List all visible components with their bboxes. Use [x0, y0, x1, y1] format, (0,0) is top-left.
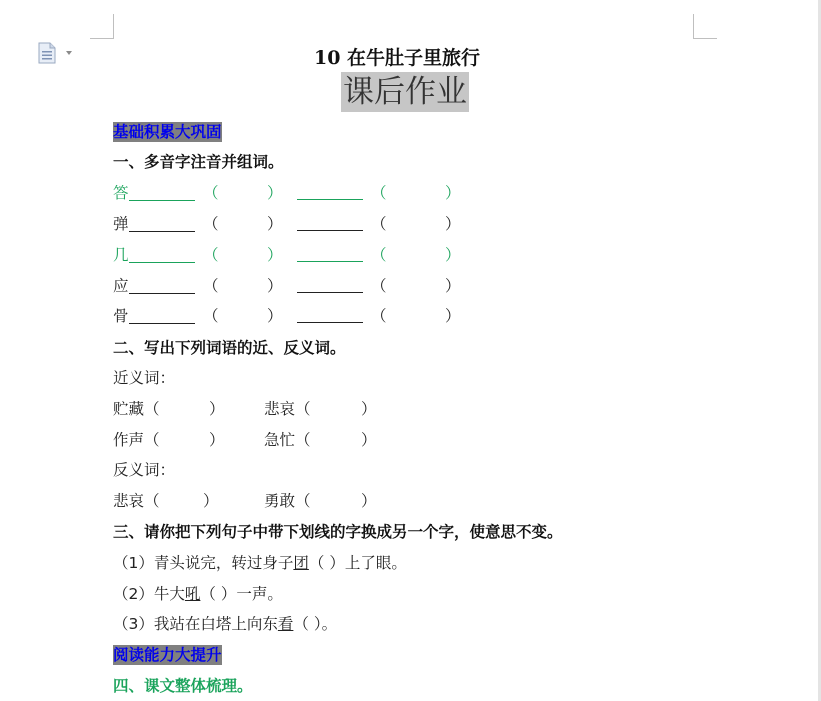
paren-open: （ [371, 277, 387, 295]
margin-corner-left [90, 14, 114, 39]
answer-blank[interactable] [129, 184, 195, 201]
q3-sentence-3 [113, 614, 337, 634]
paren-close: ） [267, 307, 283, 325]
paren-open: （ [371, 184, 387, 202]
q2-title: 二、写出下列词语的近、反义词。 [113, 339, 346, 357]
answer-blank[interactable] [297, 306, 363, 323]
q1-char: 弹 [113, 215, 129, 233]
word-prompt: 作声（ [113, 431, 160, 449]
q1-title: 一、多音字注音并组词。 [113, 153, 284, 171]
section-reading-label: 阅读能力大提升 [113, 646, 222, 664]
underlined-char: 吼 [184, 585, 201, 603]
paren-close: ） [445, 215, 461, 233]
synonym-row-1 [113, 399, 377, 419]
q1-char: 答 [113, 184, 129, 202]
paren-close: ） [445, 184, 461, 202]
q3-sentence-1 [113, 553, 407, 573]
q4-title: 四、课文整体梳理。 [113, 677, 253, 695]
paren-close: ） [267, 246, 283, 264]
underlined-char: 团 [293, 554, 309, 572]
answer-blank[interactable] [129, 307, 195, 324]
q1-row-5 [113, 306, 461, 326]
sentence-text: （3）我站在白塔上向东 [113, 615, 278, 633]
underlined-char: 看 [277, 615, 294, 633]
q1-row-1 [113, 183, 461, 203]
q1-char: 骨 [113, 307, 129, 325]
paren-close: ） [361, 400, 377, 418]
paren-open: （ [371, 215, 387, 233]
paren-open: （ [203, 184, 219, 202]
section-reading [113, 645, 222, 665]
paren-close: ） [203, 492, 219, 510]
section-basic [113, 122, 222, 142]
word-prompt: 贮藏（ [113, 400, 160, 418]
paren-open: （ [203, 307, 219, 325]
margin-corner-right [693, 14, 717, 39]
paren-close: ） [445, 246, 461, 264]
q3-sentence-2 [113, 584, 283, 604]
document-menu-button[interactable] [38, 42, 76, 64]
answer-blank[interactable] [129, 215, 195, 232]
answer-blank[interactable] [297, 245, 363, 262]
synonym-row-2 [113, 430, 377, 450]
paren-close: ） [361, 431, 377, 449]
q1-char: 几 [113, 246, 129, 264]
sentence-text: （1）青头说完，转过身子 [113, 554, 294, 572]
answer-blank[interactable] [129, 277, 195, 294]
paren-close: ） [267, 215, 283, 233]
paren-close: ） [267, 184, 283, 202]
paren-close: ） [445, 277, 461, 295]
page-title: 10 在牛肚子里旅行 [314, 47, 481, 69]
q1-row-3 [113, 245, 461, 265]
answer-blank[interactable] [297, 183, 363, 200]
paren-close: ） [209, 431, 225, 449]
chevron-down-icon [66, 51, 72, 55]
antonym-label: 反义词： [113, 461, 176, 479]
answer-blank[interactable] [129, 246, 195, 263]
paren-open: （ [371, 246, 387, 264]
synonym-label: 近义词： [113, 369, 176, 387]
paren-close: ） [267, 277, 283, 295]
paren-close: ） [361, 492, 377, 510]
page-subtitle: 课后作业 [343, 74, 467, 110]
antonym-row [113, 491, 377, 511]
sentence-text: （ ）。 [293, 615, 338, 633]
answer-blank[interactable] [297, 276, 363, 293]
q1-char: 应 [113, 277, 129, 295]
paren-open: （ [371, 307, 387, 325]
word-prompt: 悲哀（ [113, 492, 160, 510]
paren-close: ） [445, 307, 461, 325]
paren-open: （ [203, 215, 219, 233]
paren-open: （ [203, 246, 219, 264]
document-icon [38, 42, 76, 64]
word-prompt: 悲哀（ [264, 400, 311, 418]
section-basic-label: 基础积累大巩固 [113, 123, 222, 141]
q1-row-4 [113, 276, 461, 296]
sentence-text: （2）牛大 [113, 585, 185, 603]
q3-title: 三、请你把下列句子中带下划线的字换成另一个字，使意思不变。 [113, 523, 563, 541]
q1-row-2 [113, 214, 461, 234]
sentence-text: （ ）上了眼。 [308, 554, 407, 572]
word-prompt: 急忙（ [264, 431, 311, 449]
answer-blank[interactable] [297, 214, 363, 231]
word-prompt: 勇敢（ [264, 492, 311, 510]
paren-close: ） [209, 400, 225, 418]
paren-open: （ [203, 277, 219, 295]
sentence-text: （ ）一声。 [200, 585, 283, 603]
